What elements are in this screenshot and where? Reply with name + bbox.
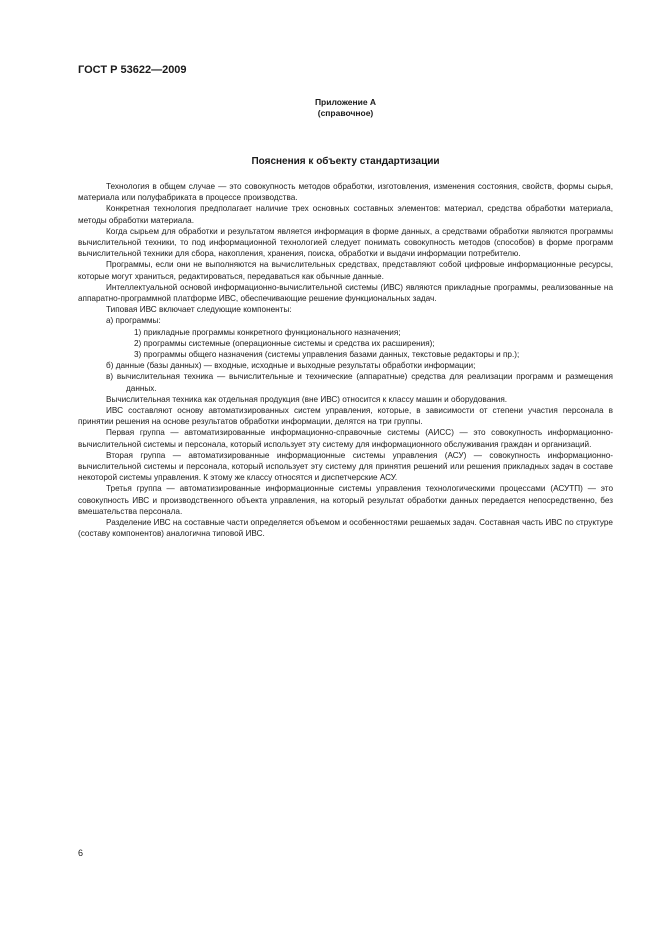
appendix-heading bbox=[0, 97, 661, 119]
paragraph: Типовая ИВС включает следующие компоненты: bbox=[106, 305, 292, 315]
paragraph: Первая группа — автоматизированные информационно-справочные системы (АИСС) — это совокупность информационно-вычислительной системы и персонала, который использует эту систему для информационного обслуживания граждан и организаций. bbox=[78, 428, 613, 449]
paragraph: Вычислительная техника как отдельная продукция (вне ИВС) относится к классу машин и оборудования. bbox=[106, 394, 508, 404]
list-item: 1) прикладные программы конкретного функционального назначения; bbox=[134, 327, 401, 337]
paragraph: Интеллектуальной основой информационно-вычислительной системы (ИВС) являются прикладные программы, реализованные на аппаратно-программной платформе ИВС, обеспечивающие решение функциональных задач. bbox=[78, 282, 613, 304]
paragraph: Конкретная технология предполагает наличие трех основных составных элементов: материал, средства обработки материала, методы обработки материала. bbox=[78, 204, 613, 225]
page-number: 6 bbox=[78, 848, 84, 858]
paragraph: Программы, если они не выполняются на вычислительных средствах, представляют собой цифровые информационные ресурсы, которые могут храниться, редактироваться, передаваться как обычные данные. bbox=[78, 260, 613, 281]
section-title: Пояснения к объекту стандартизации bbox=[251, 156, 440, 167]
appendix-label: Приложение А bbox=[314, 97, 377, 107]
paragraph: ИВС составляют основу автоматизированных систем управления, которые, в зависимости от степени участия персонала в принятии решения на основе результатов обработки информации, делятся на три группы. bbox=[78, 406, 613, 427]
list-item: б) данные (базы данных) — входные, исходные и выходные результаты обработки информации; bbox=[106, 361, 476, 371]
document-header: ГОСТ Р 53622—2009 bbox=[78, 64, 187, 76]
paragraph: Технология в общем случае — это совокупность методов обработки, изготовления, изменения состояния, свойств, формы сырья, материала или полуфабриката в процессе производства. bbox=[78, 182, 613, 203]
list-item: 2) программы системные (операционные системы и средства их расширения); bbox=[134, 338, 435, 348]
paragraph: Когда сырьем для обработки и результатом является информация в форме данных, а средствами обработки являются программы вычислительной техники, то под информационной технологией следует понимать совокупность методов (способов) в форме программ вычислительной техники для сбора, накопления, хранения, поиска, обработки и выдачи информации потребителю. bbox=[78, 226, 613, 259]
document-body bbox=[78, 181, 613, 540]
appendix-type: (справочное) bbox=[317, 108, 374, 118]
list-item: а) программы: bbox=[106, 316, 161, 326]
list-item: в) вычислительная техника — вычислительные и технические (аппаратные) средства для реализации программ и размещения данных. bbox=[106, 372, 613, 393]
list-item: 3) программы общего назначения (системы управления базами данных, текстовые редакторы и пр.); bbox=[134, 350, 520, 360]
paragraph: Разделение ИВС на составные части определяется объемом и особенностями решаемых задач. Составная часть ИВС по структуре (составу компонентов) аналогична типовой ИВС. bbox=[78, 518, 613, 539]
paragraph: Вторая группа — автоматизированные информационные системы управления (АСУ) — совокупность информационно-вычислительной системы и персонала, который использует эту систему для принятия решений или решения прикладных задач в составе некоторой системы управления. К этому же классу относятся и диспетчерские АСУ. bbox=[78, 450, 613, 483]
paragraph: Третья группа — автоматизированные информационные системы управления технологическими процессами (АСУТП) — это совокупность ИВС и производственного объекта управления, на который результат обработки данных передается непосредственно, без вмешательства персонала. bbox=[78, 484, 613, 516]
